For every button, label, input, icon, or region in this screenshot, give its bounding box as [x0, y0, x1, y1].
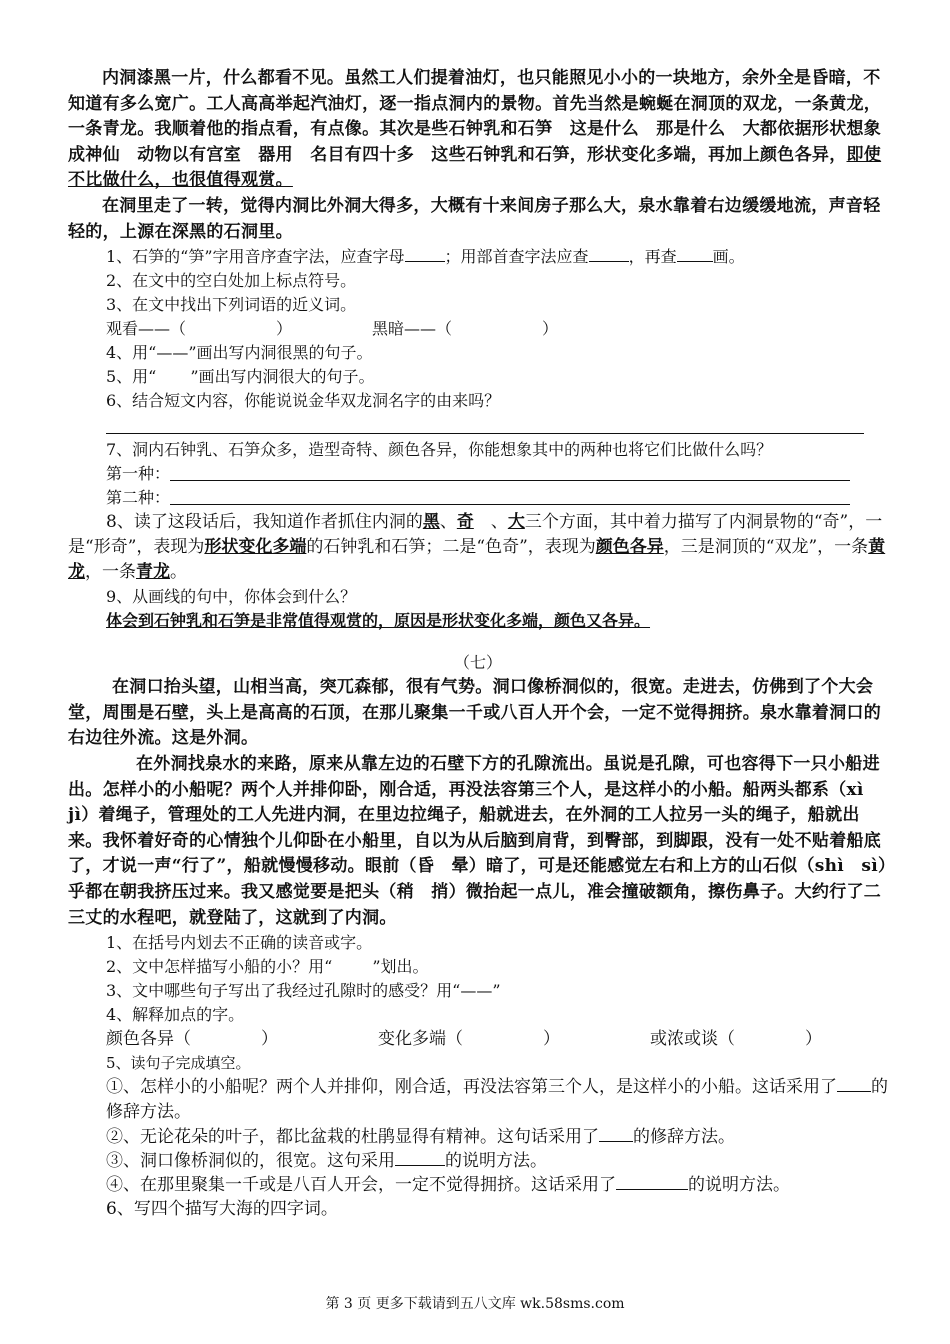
question-4: 4、解释加点的字。	[106, 1005, 245, 1025]
question-4: 4、用“——”画出写内洞很黑的句子。	[106, 343, 373, 363]
question-1: 1、在括号内划去不正确的读音或字。	[106, 933, 373, 953]
passage-paragraph: 在洞口抬头望，山相当高，突兀森郁，很有气势。洞口像桥洞似的，很宽。走进去，仿佛到了个大会堂，周围是石壁，头上是高高的石顶，在那儿聚集一千或八百人开个会，一定不觉得拥挤。泉水靠着洞口的右边往外流。这是外洞。	[68, 677, 882, 749]
question-6: 6、结合短文内容，你能说说金华双龙洞名字的由来吗？	[106, 391, 501, 411]
question-2: 2、文中怎样描写小船的小？用“ ”划出。	[106, 957, 429, 977]
question-9-answer: 体会到石钟乳和石笋是非常值得观赏的，原因是形状变化多端，颜色又各异。	[106, 611, 651, 631]
question-1: 1、石笋的“笋”字用音序查字法，应查字母 ；用部首查字法应查 ，再查 画。	[106, 247, 745, 267]
passage-paragraph: 在外洞找泉水的来路，原来从靠左边的石壁下方的孔隙流出。虽说是孔隙，可也容得下一只小船进出。怎样小的小船呢？两个人并排仰卧，刚合适，再没法容第三个人，是这样小的小船。船两头都系（xì jì）着绳子，管理处的工人先进内洞，在里边拉绳子，船就进去，在外洞的工人拉另一头的绳子，船就出来。我怀着好奇的心情独个儿仰卧在小船里，自以为从后脑到肩背，到臀部，到脚跟，没有一处不贴着船底了，才说一声“行了”，船就慢慢移动。眼前（昏 晕）暗了，可是还能感觉左右和上方的山石似（shì sì）乎都在朝我挤压过来。我又感觉要是把头（稍 捎）微抬起一点儿，准会撞破额角，擦伤鼻子。大约行了二三丈的水程吧，就登陆了，这就到了内洞。	[68, 753, 887, 928]
question-7-first: 第一种：	[68, 462, 888, 486]
question-7-second: 第二种：	[68, 486, 888, 510]
passage-paragraph: 内洞漆黑一片，什么都看不见。虽然工人们提着油灯，也只能照见小小的一块地方，余外全是昏暗，不知道有多么宽广。工人高高举起汽油灯，逐一指点洞内的景物。首先当然是蜿蜒在洞顶的双龙，一条黄龙，一条青龙。我顺着他的指点看，有点像。其次是些石钟乳和石笋 这是什么 那是什么 大都依据形状想象成神仙 动物以有宫室 器用 名目有四十多 这些石钟乳和石笋，形状变化多端，再加上颜色各异，即使不比做什么，也很值得观赏。	[68, 68, 882, 191]
question-3-words: 观看——（ ） 黑暗——（ ）	[106, 319, 559, 339]
section-title: （七）	[453, 653, 502, 673]
question-3: 3、在文中找出下列词语的近义词。	[106, 295, 357, 315]
question-5-2: ②、无论花朵的叶子，都比盆栽的杜鹃显得有精神。这句话采用了 的修辞方法。	[106, 1127, 735, 1148]
passage-paragraph: 在洞里走了一转，觉得内洞比外洞大得多，大概有十来间房子那么大，泉水靠着右边缓缓地流，声音轻轻的，上源在深黑的石洞里。	[68, 195, 881, 242]
question-5: 5、读句子完成填空。	[106, 1054, 251, 1073]
question-3: 3、文中哪些句子写出了我经过孔隙时的感受？用“——”	[106, 981, 501, 1001]
question-5-4: ④、在那里聚集一千或是八百人开会，一定不觉得拥挤。这话采用了 的说明方法。	[106, 1175, 790, 1196]
question-2: 2、在文中的空白处加上标点符号。	[106, 271, 357, 291]
question-5: 5、用“ ”画出写内洞很大的句子。	[106, 367, 375, 387]
document-page	[68, 66, 888, 1221]
question-6: 6、写四个描写大海的四字词。	[106, 1199, 338, 1220]
question-5-3: ③、洞口像桥洞似的，很宽。这句采用 的说明方法。	[106, 1151, 547, 1172]
question-8: 8、读了这段话后，我知道作者抓住内洞的黑、奇 、大三个方面，其中着力描写了内洞景物的“奇”，一是“形奇”，表现为形状变化多端的石钟乳和石笋；二是“色奇”，表现为颜色各异，三是洞顶的“双龙”，一条黄龙，一条青龙。	[68, 512, 886, 583]
question-5-1: ①、怎样小的小船呢？两个人并排仰，刚合适，再没法容第三个人，是这样小的小船。这话采用了 的修辞方法。	[106, 1077, 888, 1123]
question-4-words: 颜色各异（ ） 变化多端（ ） 或浓或谈（ ）	[106, 1029, 822, 1050]
page-footer: 第 3 页 更多下载请到五八文库 wk.58sms.com	[325, 1296, 625, 1312]
answer-line	[106, 413, 864, 434]
question-9: 9、从画线的句中，你体会到什么？	[106, 587, 357, 607]
question-7: 7、洞内石钟乳、石笋众多，造型奇特、颜色各异，你能想象其中的两种也将它们比做什么吗？	[106, 440, 773, 460]
